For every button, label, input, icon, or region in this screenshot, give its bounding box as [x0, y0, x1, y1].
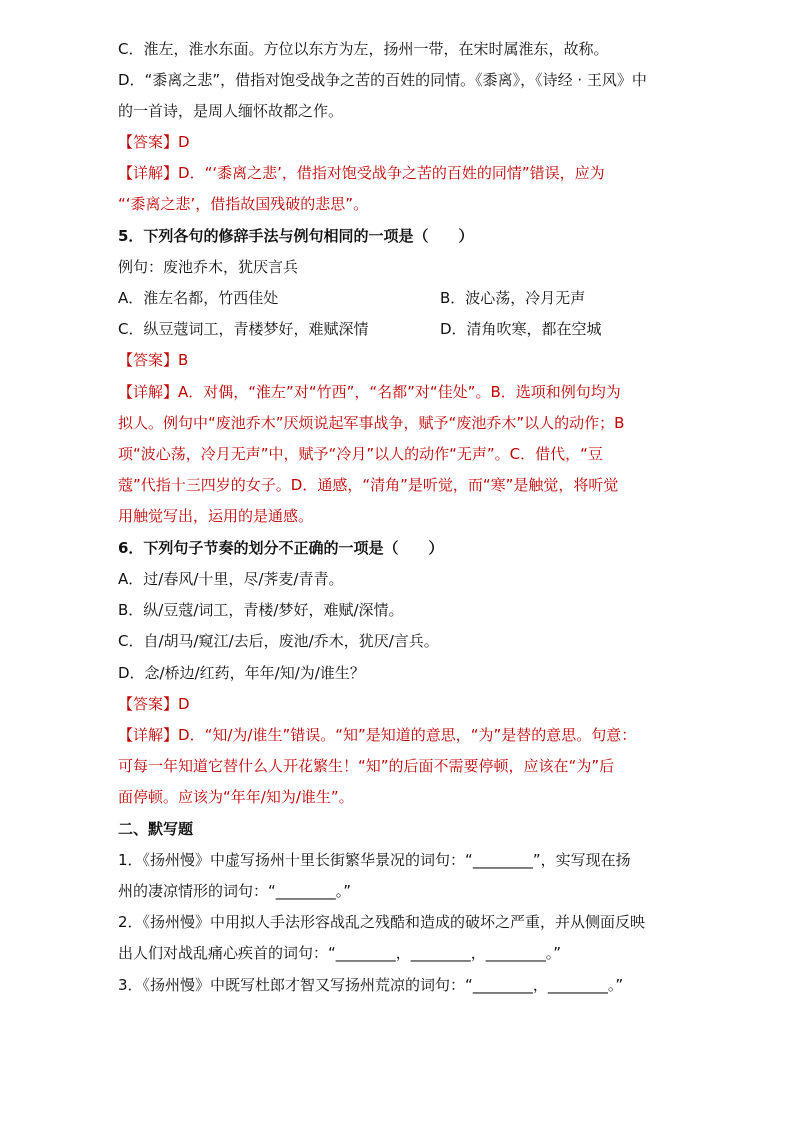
- q4-answer: [118, 132, 190, 152]
- q4-option-d-line1: D．“黍离之悲”，借指对饱受战争之苦的百姓的同情。《黍离》，《诗经 · 王风》中: [118, 71, 647, 89]
- explain-label: 【详解】: [118, 726, 179, 744]
- section2-title: 二、默写题: [118, 820, 194, 838]
- answer-value: D: [178, 133, 190, 151]
- explain-label: 【详解】: [118, 383, 179, 401]
- q6-option-d: D．念/桥边/红药，年年/知/为/谁生？: [118, 664, 365, 682]
- q5-option-d: D．清角吹寒，都在空城: [440, 320, 602, 338]
- q6-explanation-line3: 面停顿。应该为“年年/知为/谁生”。: [118, 788, 354, 806]
- q5-explanation-line3: 项“波心荡，冷月无声”中，赋予“冷月”以人的动作“无声”。C．借代，“豆: [118, 445, 603, 463]
- q5-option-a: A．淮左名都，竹西佳处: [118, 289, 279, 307]
- q5-explanation-line2: 拟人。例句中“废池乔木”厌烦说起军事战争，赋予“废池乔木”以人的动作；B: [118, 414, 625, 432]
- answer-label: 【答案】: [118, 695, 179, 713]
- q6-answer: [118, 694, 190, 714]
- q5-example: 例句：废池乔木，犹厌言兵: [118, 258, 299, 276]
- q6-explanation-line1: [118, 725, 636, 745]
- q4-option-d-line2: 的一首诗，是周人缅怀故都之作。: [118, 102, 344, 120]
- q6-option-b: B．纵/豆蔻/词工，青楼/梦好，难赋/深情。: [118, 601, 404, 619]
- section2-item2-line2: 出人们对战乱痛心疾首的词句：“________，________，________。”: [118, 944, 562, 962]
- section2-item2-line1: 2．《扬州慢》中用拟人手法形容战乱之残酷和造成的破坏之严重，并从侧面反映: [118, 913, 646, 931]
- q5-explanation-line1: [118, 382, 621, 402]
- explain-label: 【详解】: [118, 164, 179, 182]
- answer-value: D: [178, 695, 190, 713]
- q5-explanation-line4: 蔻”代指十三四岁的女子。D．通感，“清角”是听觉，而“寒”是触觉，将听觉: [118, 476, 619, 494]
- q4-explanation-line2: “‘黍离之悲’，借指故国残破的悲思”。: [118, 195, 369, 213]
- q5-option-c: C．纵豆蔻词工，青楼梦好，难赋深情: [118, 320, 369, 338]
- q6-explanation-line2: 可每一年知道它替什么人开花繁生！“知”的后面不需要停顿，应该在“为”后: [118, 757, 615, 775]
- answer-label: 【答案】: [118, 351, 179, 369]
- q5-stem: 5．下列各句的修辞手法与例句相同的一项是（ ）: [118, 227, 474, 245]
- section2-item1-line1: 1．《扬州慢》中虚写扬州十里长街繁华景况的词句：“________”，实写现在扬: [118, 851, 631, 869]
- q6-option-c: C．自/胡马/窥江/去后，废池/乔木，犹厌/言兵。: [118, 632, 439, 650]
- q4-option-c: C．淮左，淮水东面。方位以东方为左，扬州一带，在宋时属淮东，故称。: [118, 40, 609, 58]
- q5-option-b: B．波心荡，冷月无声: [440, 289, 586, 307]
- section2-item3: 3．《扬州慢》中既写杜郎才智又写扬州荒凉的词句：“________，________。”: [118, 976, 624, 994]
- answer-value: B: [178, 351, 189, 369]
- answer-label: 【答案】: [118, 133, 179, 151]
- section2-item1-line2: 州的凄凉情形的词句：“________。”: [118, 882, 352, 900]
- explain-text: D．“‘黍离之悲’，借指对饱受战争之苦的百姓的同情”错误，应为: [178, 164, 605, 182]
- q6-stem: 6．下列句子节奏的划分不正确的一项是（ ）: [118, 539, 444, 557]
- explain-text: D．“知/为/谁生”错误。“知”是知道的意思，“为”是替的意思。句意：: [178, 726, 637, 744]
- q6-option-a: A．过/春风/十里，尽/荠麦/青青。: [118, 570, 344, 588]
- q5-answer: [118, 350, 188, 370]
- explain-text: A．对偶，“淮左”对“竹西”，“名都”对“佳处”。B．选项和例句均为: [178, 383, 621, 401]
- q5-explanation-line5: 用触觉写出，运用的是通感。: [118, 507, 314, 525]
- q4-explanation-line1: [118, 163, 605, 183]
